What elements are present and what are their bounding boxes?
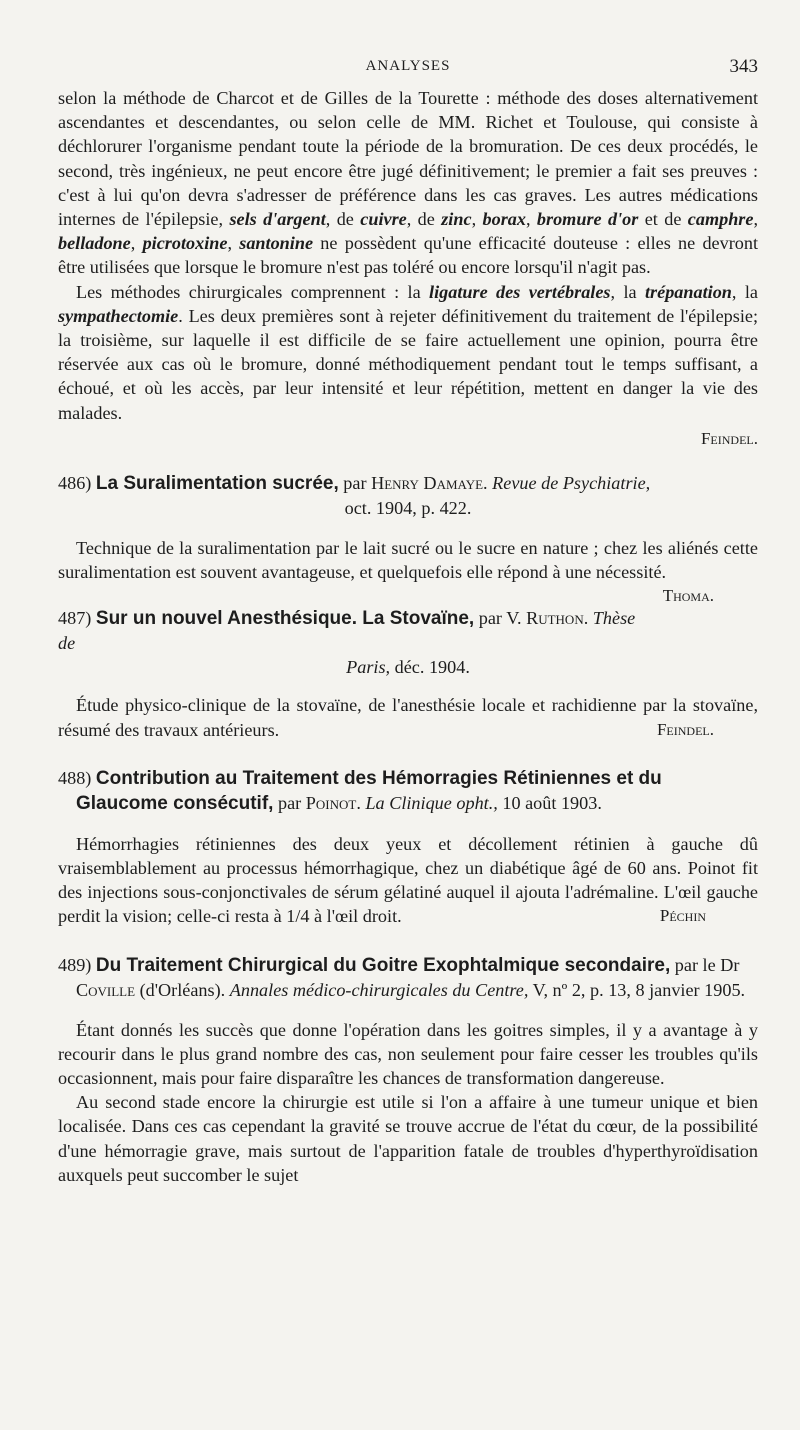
entry-489-source: Annales médico-chirurgicales du Centre, (229, 979, 529, 1000)
entry-488-title: Contribution au Traitement des Hémorragies Rétiniennes et du Glaucome consécutif, (76, 767, 662, 814)
entry-486-heading: 486) La Suralimentation sucrée, par Henry Damaye. Revue de Psychiatrie, oct. 1904, p. 422. (58, 471, 758, 520)
entry-489-author: Coville (76, 979, 136, 1000)
signature-feindel-2: Feindel. (656, 719, 714, 739)
entry-489-heading: 489) Du Traitement Chirurgical du Goitre Exophtalmique secondaire, par le Dr Coville (d'Orléans). Annales médico-chirurgicales du Centre, V, nº 2, p. 13, 8 janvier 1905. (58, 954, 746, 1000)
entry-487-source: Thèse de (58, 608, 636, 654)
entry-487-heading: 487) Sur un nouvel Anesthésique. La Stovaïne, par V. Ruthon. Thèse de Paris, déc. 1904. (58, 606, 758, 679)
running-title: ANALYSES (365, 58, 451, 74)
entry-489-paragraph-2: Au second stade encore la chirurgie est utile si l'on a affaire à une tumeur unique et bien localisée. Dans ces cas cependant la gravité se trouve accrue de l'état du cœur, de la possibilité d'une hémorragie grave, mais surtout de l'apparition fatale de troubles d'hyperthyroïdisation auxquels peut succomber le sujet (58, 1092, 758, 1185)
entry-488-body: Hémorrhagies rétiniennes des deux yeux et décollement rétinien à gauche dû vraisemblablement au processus hémorrhagique, chez un diabétique âgé de 60 ans. Poinot fit des injections sous-conjonctivales de sérum gélatiné auquel il ajouta l'adrémaline. L'œil gauche perdit la vision; celle-ci resta à 1/4 à l'œil droit. Péchin (58, 832, 758, 929)
intro-paragraph-2: Les méthodes chirurgicales comprennent : la ligature des vertébrales, la trépanation, la sympathectomie. Les deux premières sont à rejeter définitivement du traitement de l'épilepsie; la troisième, sur laquelle il est difficile de se faire actuellement une opinion, pourra être réservée aux cas où le bromure, donné méthodiquement pendant tout le temps suffisant, a échoué, et où les accès, par leur intensité et leur répétition, mettent en danger la vie des malades. (58, 281, 758, 423)
entry-487-author: Ruthon (526, 608, 584, 629)
entry-489-paragraph-1: Étant donnés les succès que donne l'opération dans les goitres simples, il y a avantage à y recourir dans le plus grand nombre des cas, non seulement pour faire cesser les troubles qu'ils occasionnent, mais pour faire disparaître les chances de transformation dangereuse. (58, 1019, 758, 1089)
entry-487-body: Étude physico-clinique de la stovaïne, de l'anesthésie locale et rachidienne par la stovaïne, résumé des travaux antérieurs. Feindel. (58, 693, 758, 741)
signature-feindel: Feindel. (700, 428, 758, 448)
entry-486-title: La Suralimentation sucrée, (95, 473, 339, 495)
entry-488-author: Poinot (305, 792, 357, 813)
intro-paragraph-1: selon la méthode de Charcot et de Gilles de la Tourette : méthode des doses alternativement ascendantes et descendantes, ou selon celle de MM. Richet et Toulouse, qui consiste à déchlorurer l'organisme pendant toute la période de la bromuration. De ces deux procédés, le second, très ingénieux, ne peut encore être jugé définitivement; le premier a fait ses preuves : c'est à lui qu'on devra s'adresser de préférence dans les cas graves. Les autres médications internes de l'épilepsie, sels d'argent, de cuivre, de zinc, borax, bromure d'or et de camphre, belladone, picrotoxine, santonine ne possèdent qu'une efficacité douteuse : elles ne devront être utilisées que lorsque le bromure n'est pas toléré ou encore lorsqu'il n'agit pas. (58, 88, 759, 278)
entry-489-body (58, 1018, 758, 1187)
page (58, 0, 758, 1187)
entry-489-title: Du Traitement Chirurgical du Goitre Exophtalmique secondaire, (95, 954, 671, 976)
entry-488-heading: 488) Contribution au Traitement des Hémorragies Rétiniennes et du Glaucome consécutif, par Poinot. La Clinique opht., 10 août 1903. (58, 767, 662, 814)
page-number: 343 (729, 56, 758, 77)
entry-487-title: Sur un nouvel Anesthésique. La Stovaïne, (95, 608, 475, 630)
entry-487-ref: Paris, déc. 1904. (346, 657, 470, 678)
entry-488-source: La Clinique opht., (365, 792, 498, 813)
entry-486-source: Revue de Psychiatrie, (492, 473, 651, 494)
signature-pechin: Péchin (659, 906, 706, 926)
entry-486-author: Henry Damaye (371, 473, 484, 494)
signature-thoma: Thoma. (662, 586, 714, 606)
entry-486-body: Technique de la suralimentation par le lait sucré ou le sucre en nature ; chez les aliénés cette suralimentation est souvent avantageuse, et quelquefois elle répond à une nécessité. Thoma. (58, 536, 758, 584)
entry-486-ref: oct. 1904, p. 422. (344, 498, 472, 519)
running-head (58, 0, 758, 86)
